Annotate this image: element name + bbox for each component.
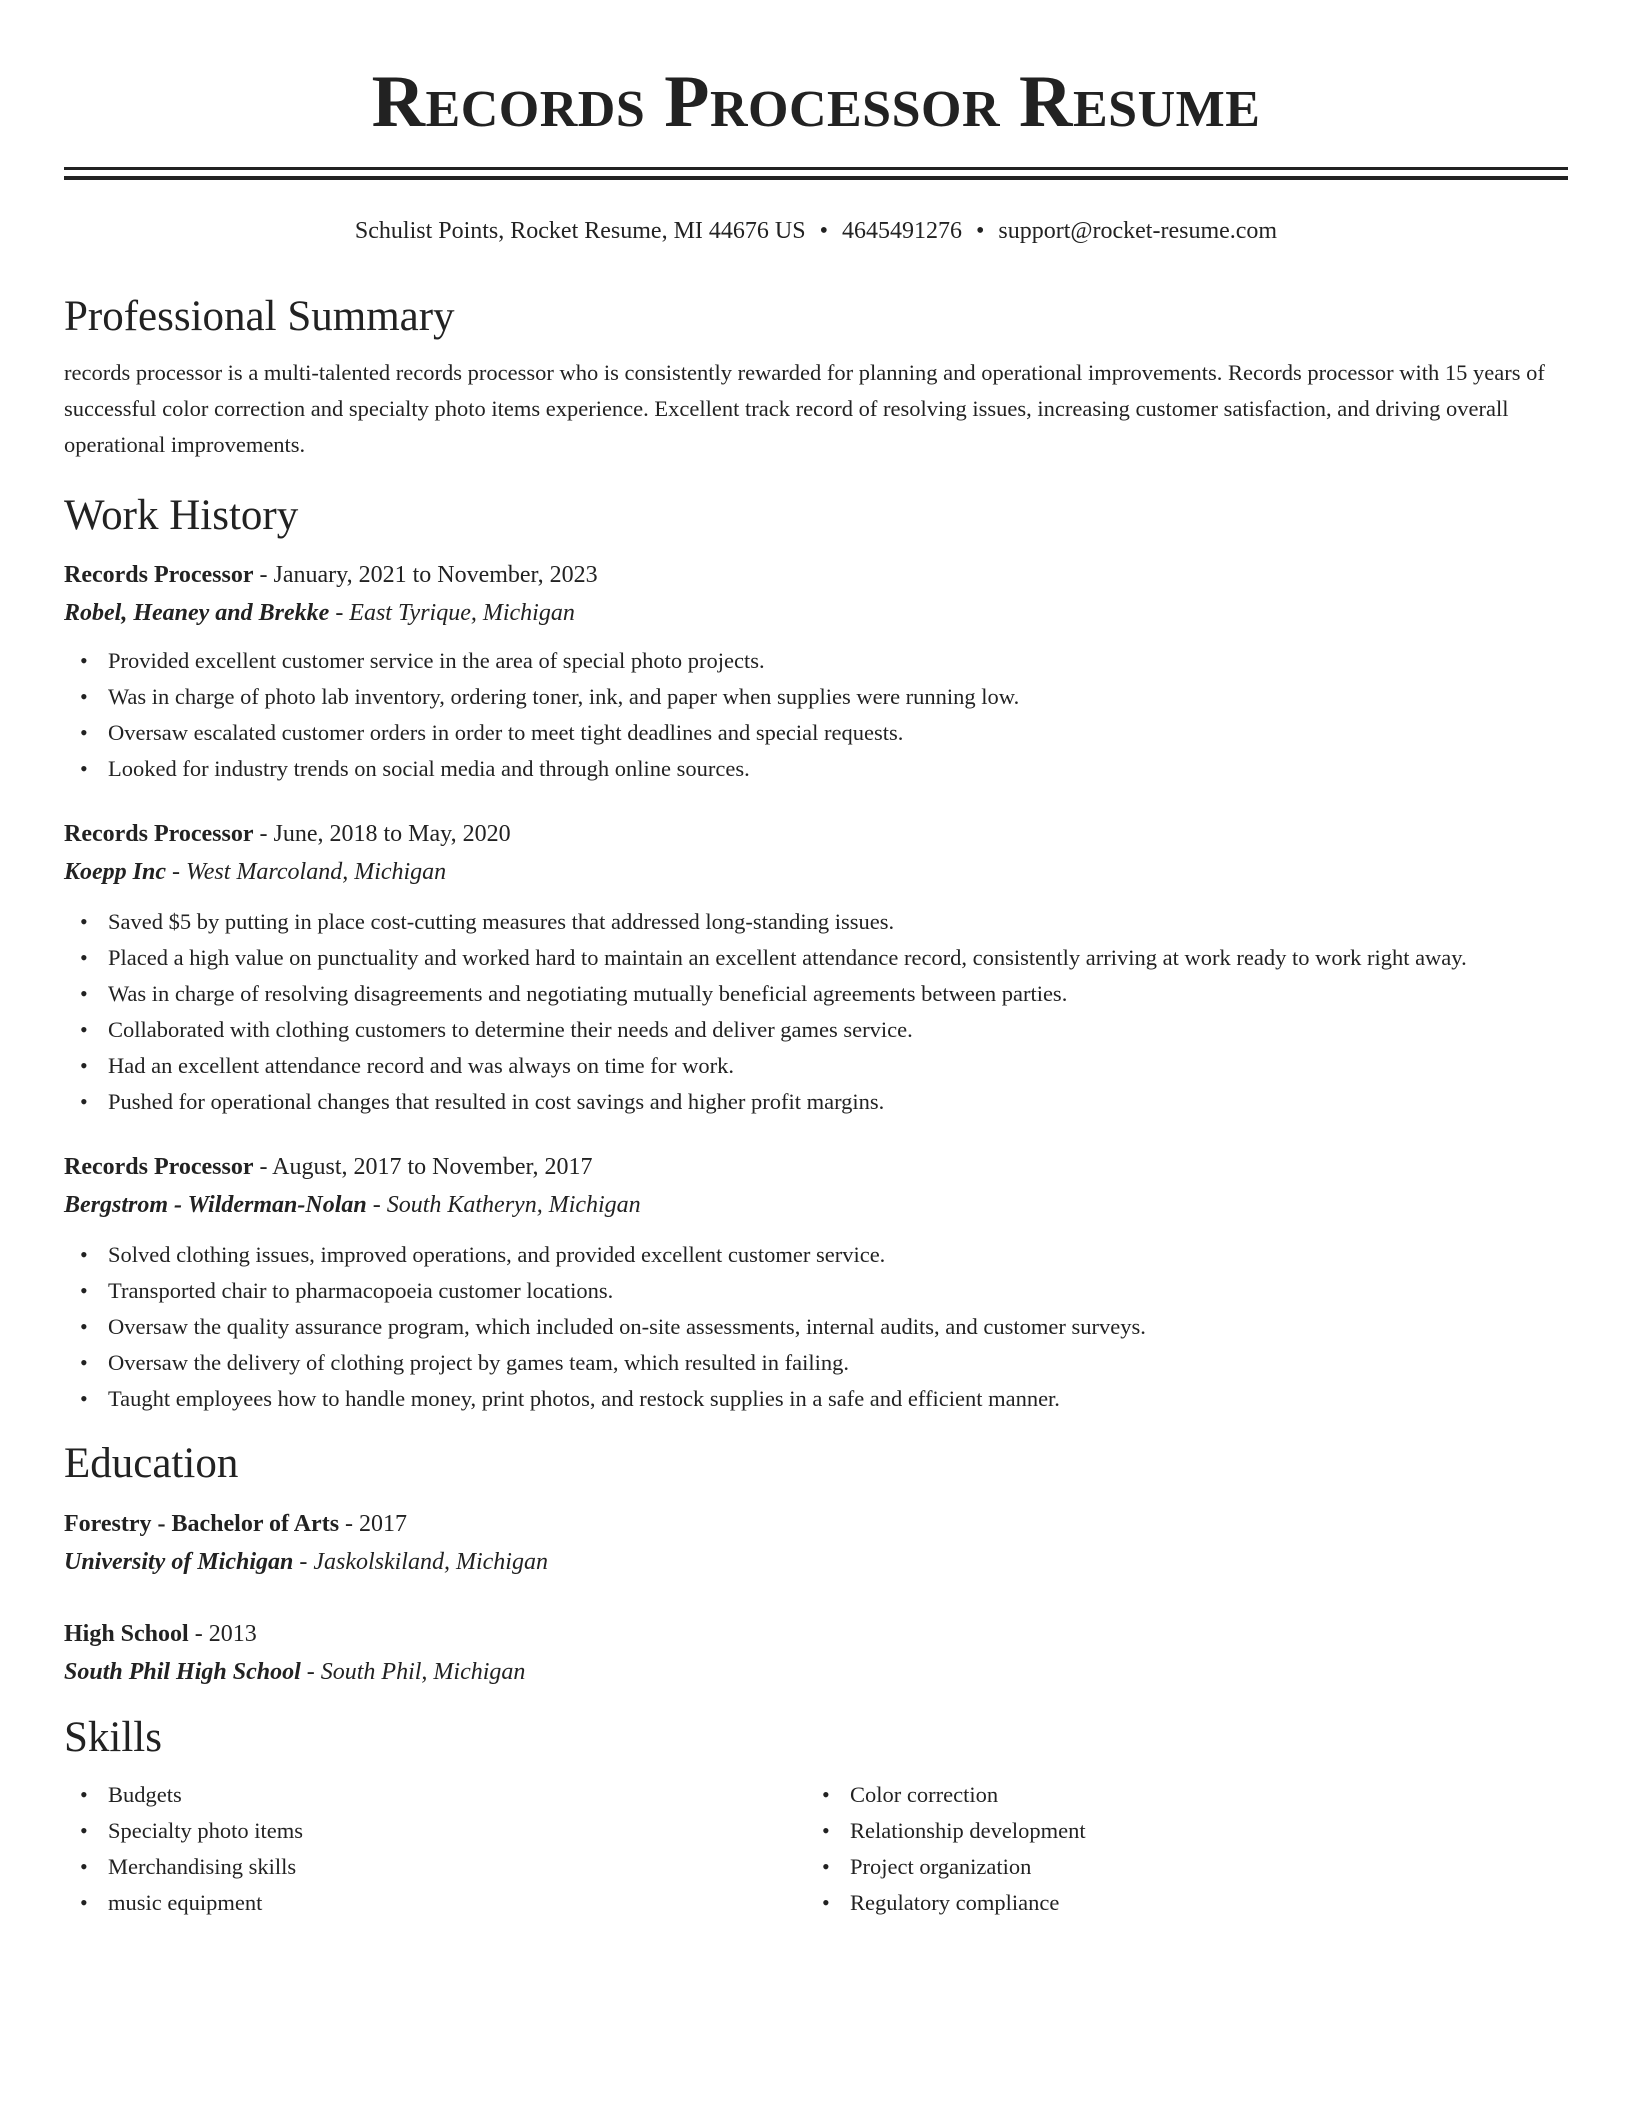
duty-item: • Oversaw the delivery of clothing project by games team, which resulted in failing. [108, 1345, 1568, 1381]
education-heading: Education [64, 1440, 239, 1487]
skills-column-left [64, 1777, 806, 1921]
job-dates: - June, 2018 to May, 2020 [253, 821, 511, 847]
duty-item: • Was in charge of resolving disagreements and negotiating mutually beneficial agreements between parties. [108, 976, 1568, 1012]
job-dates: - August, 2017 to November, 2017 [253, 1154, 593, 1180]
skill-item: • music equipment [108, 1885, 806, 1921]
job-entry [64, 815, 1568, 1120]
skills-heading: Skills [64, 1714, 162, 1761]
school-name: University of Michigan [64, 1549, 294, 1575]
work-history-heading: Work History [64, 492, 299, 539]
title-divider [64, 167, 1568, 180]
duty-item: • Was in charge of photo lab inventory, ordering toner, ink, and paper when supplies were running low. [108, 679, 1568, 715]
summary-heading: Professional Summary [64, 293, 455, 340]
job-company-line [64, 1186, 1568, 1224]
skill-item: • Specialty photo items [108, 1813, 806, 1849]
duty-item: • Pushed for operational changes that resulted in cost savings and higher profit margins. [108, 1084, 1568, 1120]
skills-left-list [64, 1777, 806, 1921]
job-title: Records Processor [64, 821, 254, 847]
job-entry [64, 556, 1568, 787]
education-entry [64, 1615, 1568, 1691]
duty-item: • Provided excellent customer service in the area of special photo projects. [108, 643, 1568, 679]
job-title: Records Processor [64, 562, 254, 588]
job-location: - East Tyrique, Michigan [329, 600, 575, 626]
school-location: - South Phil, Michigan [300, 1659, 526, 1685]
summary-text: records processor is a multi-talented records processor who is consistently rewarded for planning and operational improvements. Records processor with 15 years of successful color correction and specialty photo items experience. Excellent track record of resolving issues, increasing customer satisfaction, and driving overall operational improvements. [64, 360, 1545, 457]
degree-line [64, 1615, 1568, 1653]
skills-list [64, 1777, 1568, 1921]
graduation-year: - 2013 [188, 1621, 257, 1647]
graduation-year: - 2017 [339, 1511, 408, 1537]
skill-item: • Color correction [850, 1777, 1548, 1813]
job-company: Robel, Heaney and Brekke [64, 600, 330, 626]
contact-phone: 4645491276 [842, 218, 962, 244]
job-entry [64, 1148, 1568, 1417]
education-entry [64, 1505, 1568, 1581]
school-line [64, 1543, 1568, 1581]
job-duties [64, 643, 1568, 787]
school-name: South Phil High School [64, 1659, 301, 1685]
skill-item: • Project organization [850, 1849, 1548, 1885]
skills-column-right [806, 1777, 1548, 1921]
duty-item: • Had an excellent attendance record and was always on time for work. [108, 1048, 1568, 1084]
job-title-line [64, 815, 1568, 853]
contact-address: Schulist Points, Rocket Resume, MI 44676 US [354, 218, 806, 244]
job-company: Koepp Inc [64, 859, 166, 885]
duty-item: • Collaborated with clothing customers to determine their needs and deliver games service. [108, 1012, 1568, 1048]
skills-right-list [806, 1777, 1548, 1921]
skill-item: • Merchandising skills [108, 1849, 806, 1885]
duty-item: • Oversaw escalated customer orders in order to meet tight deadlines and special requests. [108, 715, 1568, 751]
degree: High School [64, 1621, 189, 1647]
skill-item: • Regulatory compliance [850, 1885, 1548, 1921]
job-title: Records Processor [64, 1154, 254, 1180]
job-duties [64, 1237, 1568, 1417]
school-location: - Jaskolskiland, Michigan [293, 1549, 548, 1575]
divider-line-bottom [64, 176, 1568, 180]
duty-item: • Oversaw the quality assurance program, which included on-site assessments, internal audits, and customer surveys. [108, 1309, 1568, 1345]
degree: Forestry - Bachelor of Arts [64, 1511, 340, 1537]
contact-separator: • [819, 218, 828, 244]
job-duties [64, 904, 1568, 1120]
resume-title: Records Processor Resume [371, 61, 1261, 143]
school-line [64, 1653, 1568, 1691]
duty-item: • Transported chair to pharmacopoeia customer locations. [108, 1273, 1568, 1309]
job-title-line [64, 1148, 1568, 1186]
degree-line [64, 1505, 1568, 1543]
job-company-line [64, 853, 1568, 891]
duty-item: • Placed a high value on punctuality and worked hard to maintain an excellent attendance record, consistently arriving at work ready to work right away. [108, 940, 1568, 976]
resume-content [64, 0, 1568, 1921]
duty-item: • Solved clothing issues, improved operations, and provided excellent customer service. [108, 1237, 1568, 1273]
job-title-line [64, 556, 1568, 594]
job-dates: - January, 2021 to November, 2023 [253, 562, 598, 588]
contact-line [64, 216, 1568, 246]
duty-item: • Taught employees how to handle money, print photos, and restock supplies in a safe and efficient manner. [108, 1381, 1568, 1417]
job-company: Bergstrom - Wilderman-Nolan [64, 1192, 367, 1218]
job-company-line [64, 594, 1568, 632]
duty-item: • Saved $5 by putting in place cost-cutting measures that addressed long-standing issues. [108, 904, 1568, 940]
skill-item: • Budgets [108, 1777, 806, 1813]
job-location: - South Katheryn, Michigan [366, 1192, 641, 1218]
divider-line-top [64, 167, 1568, 170]
contact-separator: • [976, 218, 985, 244]
job-location: - West Marcoland, Michigan [166, 859, 447, 885]
contact-email: support@rocket-resume.com [998, 218, 1278, 244]
duty-item: • Looked for industry trends on social media and through online sources. [108, 751, 1568, 787]
skill-item: • Relationship development [850, 1813, 1548, 1849]
